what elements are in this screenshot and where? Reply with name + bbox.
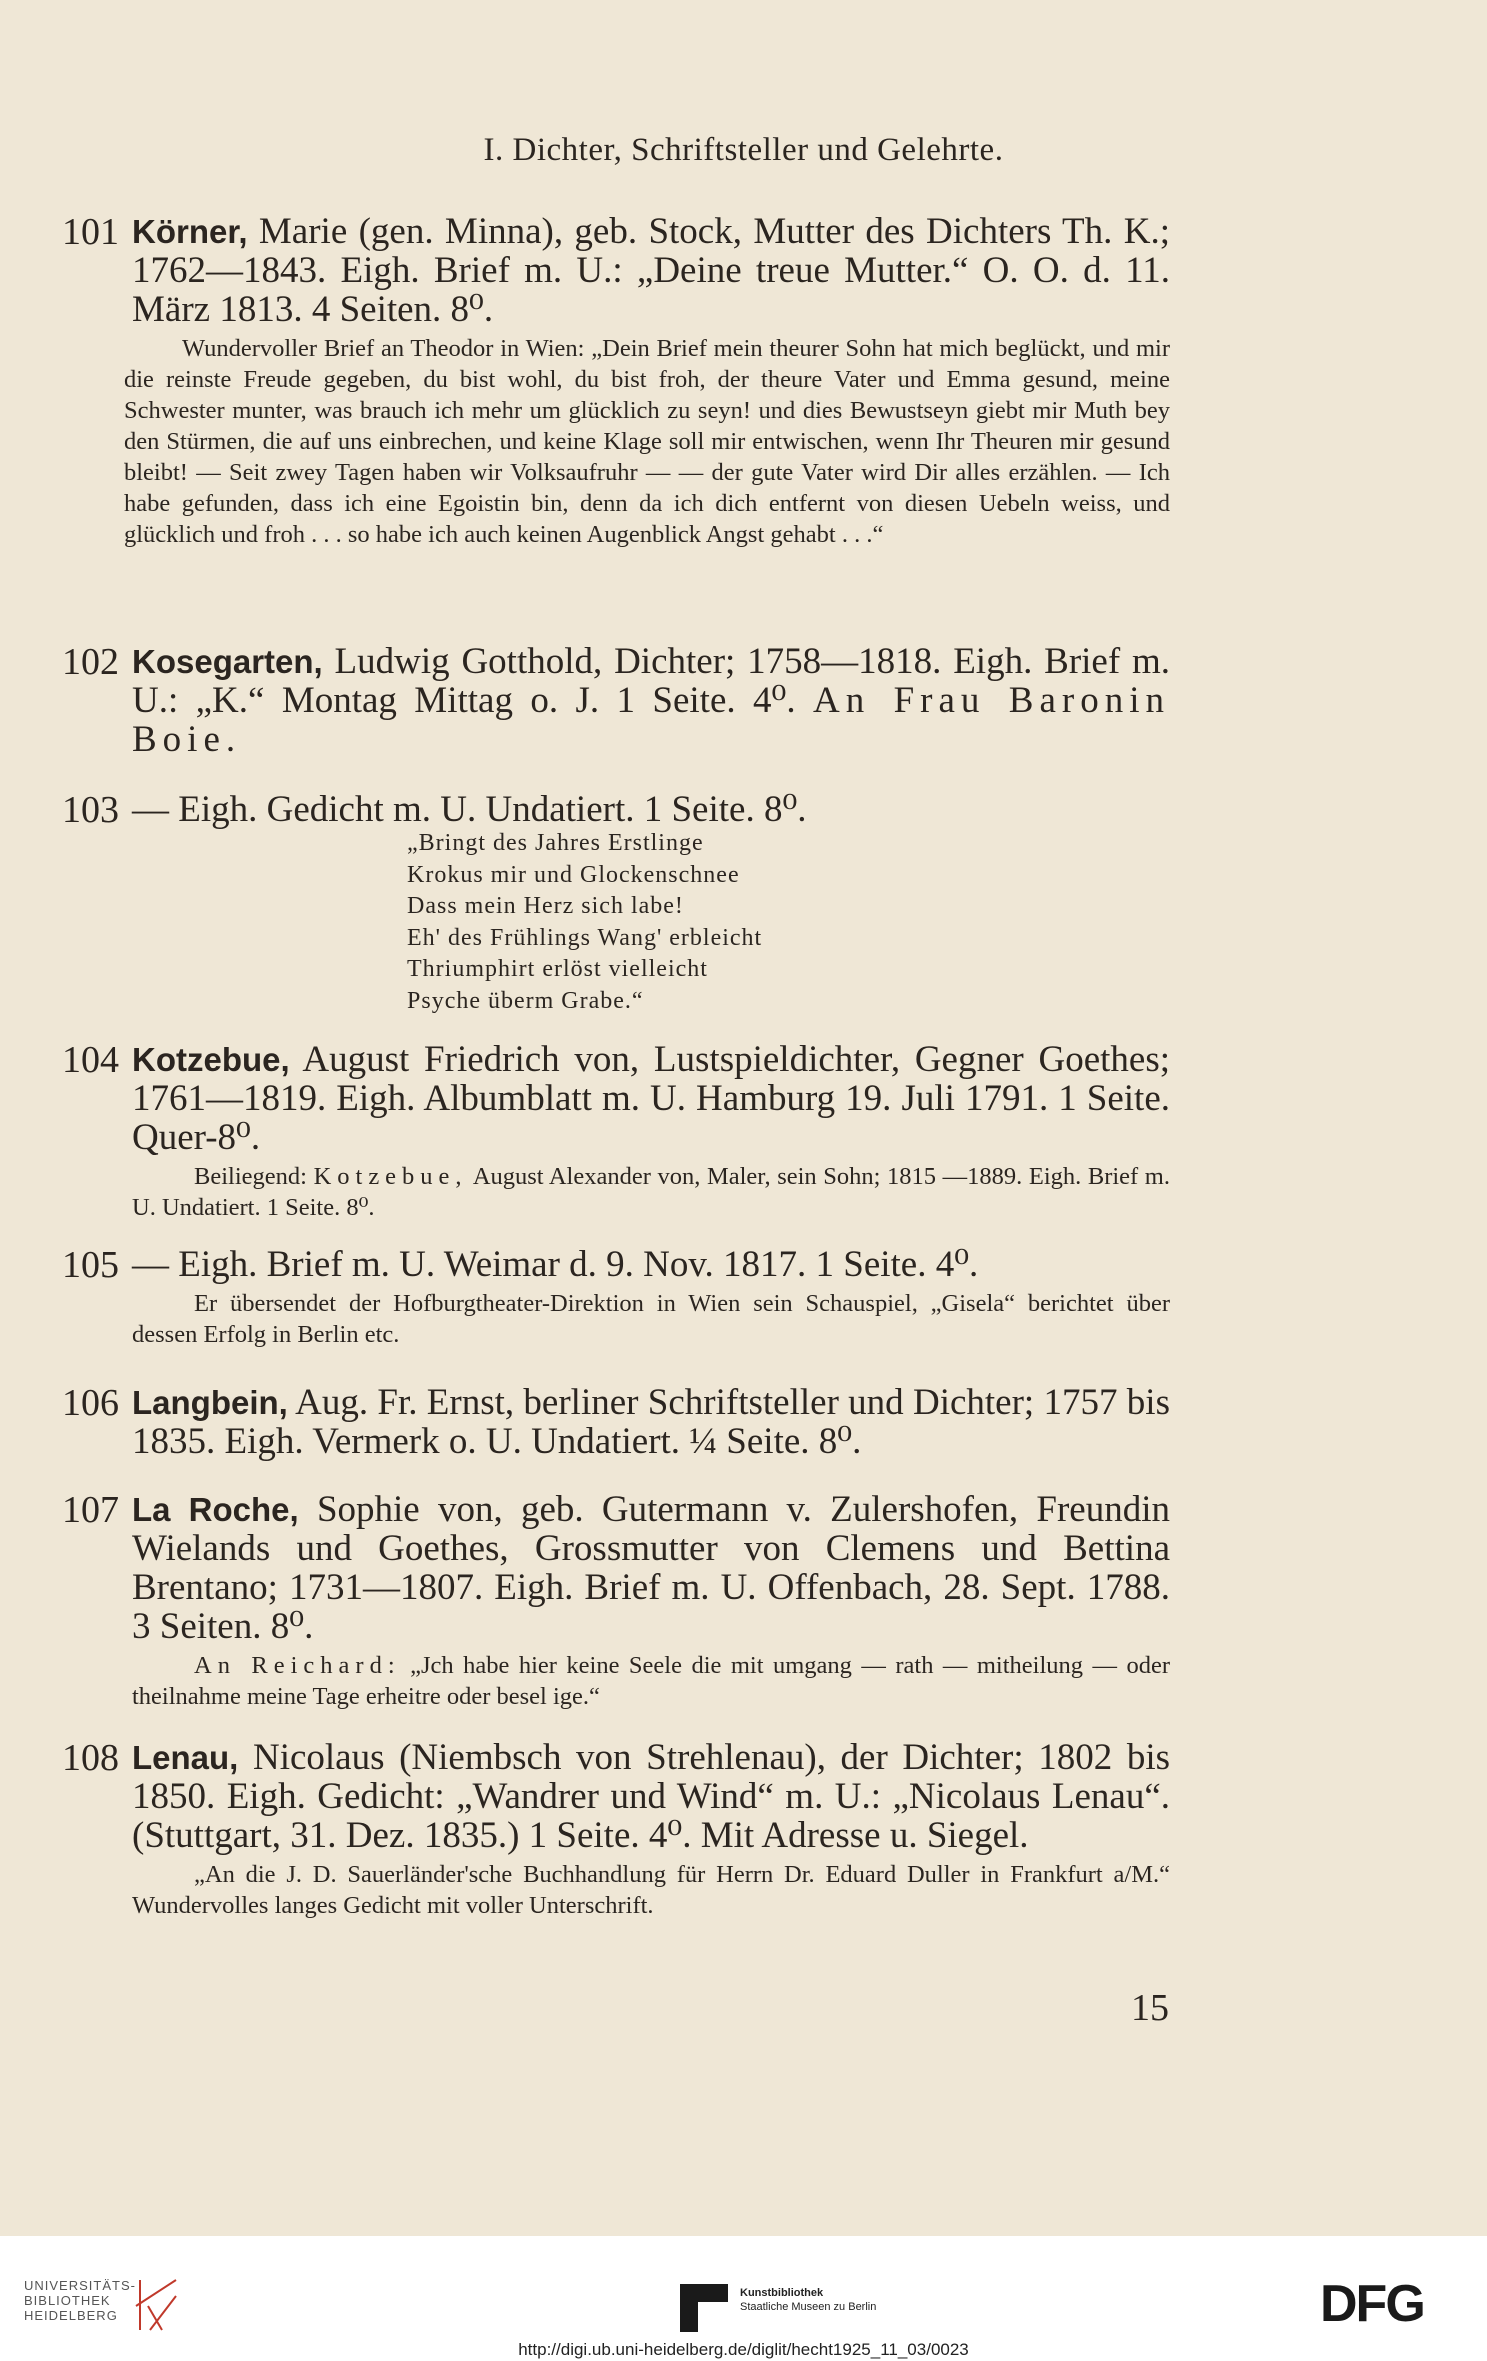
entry-addressee: An Frau Baronin Boie. <box>132 680 1171 760</box>
poem-line: „Bringt des Jahres Erstlinge <box>407 830 704 856</box>
page-header: I. Dichter, Schriftsteller und Gelehrte. <box>483 132 1004 168</box>
entry-name: Lenau, <box>132 1739 239 1776</box>
note-addressee: An Reichard: <box>194 1652 401 1679</box>
entry-main <box>132 212 1170 329</box>
entry-note <box>132 1650 1170 1712</box>
entry-main: — Eigh. Brief m. U. Weimar d. 9. Nov. 1817. 1 Seite. 4⁰. <box>132 1244 979 1285</box>
entry-number: 106 <box>62 1382 119 1424</box>
poem-line: Psyche überm Grabe.“ <box>407 987 644 1014</box>
kunstbibliothek-icon <box>680 2284 728 2332</box>
entry-main <box>132 642 1170 759</box>
note-prefix: Beiliegend: <box>194 1163 307 1190</box>
entry-main <box>132 1738 1170 1855</box>
note-text: „Jch habe hier keine Seele die mit umgang — rath — mitheilung — oder theilnahme meine Tage erheitre oder besel ige.“ <box>132 1652 1171 1710</box>
entry-description: Sophie von, geb. Gutermann v. Zulershofen, Freundin Wielands und Goethes, Grossmutter von Clemens und Bettina Brentano; 1731—1807. Eigh. Brief m. U. Offenbach, 28. Sept. 1788. 3 Seiten. 8⁰. <box>132 1489 1171 1647</box>
entry-note <box>132 1161 1170 1223</box>
catalog-entry <box>62 1040 1170 1223</box>
source-url[interactable]: http://digi.ub.uni-heidelberg.de/diglit/hecht1925_11_03/0023 <box>518 2340 969 2359</box>
entry-description: Nicolaus (Niembsch von Strehlenau), der Dichter; 1802 bis 1850. Eigh. Gedicht: „Wandrer und Wind“ m. U.: „Nicolaus Lenau“. (Stuttgart, 31. Dez. 1835.) 1 Seite. 4⁰. Mit Adresse u. Siegel. <box>132 1737 1170 1856</box>
poem-line: Eh' des Frühlings Wang' erbleicht <box>407 924 763 951</box>
entry-name: Kosegarten, <box>132 643 323 680</box>
university-line: UNIVERSITÄTS- <box>24 2278 136 2293</box>
catalog-entry <box>62 1738 1170 1921</box>
entry-name: La Roche, <box>132 1491 299 1528</box>
catalog-entry <box>62 1490 1170 1712</box>
entry-note: „An die J. D. Sauerländer'sche Buchhandlung für Herrn Dr. Eduard Duller in Frankfurt a/M.“ Wundervolles langes Gedicht mit voller Unterschrift. <box>132 1861 1170 1919</box>
university-library-label <box>24 2278 136 2323</box>
entry-description: Marie (gen. Minna), geb. Stock, Mutter des Dichters Th. K.; 1762—1843. Eigh. Brief m. U.: „Deine treue Mutter.“ O. O. d. 11. März 1813. 4 Seiten. 8⁰. <box>132 211 1170 330</box>
catalog-entry <box>62 1245 1170 1350</box>
catalog-entry <box>62 790 1170 829</box>
museen-name: Staatliche Museen zu Berlin <box>740 2301 877 2313</box>
note-text: August Alexander von, Maler, sein Sohn; 1815 —1889. Eigh. Brief m. U. Undatiert. 1 Seite. 8⁰. <box>132 1163 1170 1221</box>
poem-line: Krokus mir und Glockenschnee <box>407 861 740 888</box>
kunstbibliothek-name: Kunstbibliothek <box>740 2287 824 2299</box>
entry-number: 107 <box>62 1489 119 1531</box>
dfg-logo: DFG <box>1320 2275 1424 2333</box>
catalog-entry <box>62 212 1170 550</box>
footer-bar <box>0 2236 1487 2361</box>
university-logo-icon <box>132 2276 180 2334</box>
entry-main <box>132 1040 1170 1157</box>
entry-number: 103 <box>62 789 119 831</box>
note-name: Kotzebue, <box>313 1163 468 1190</box>
entry-number: 101 <box>62 211 119 253</box>
entry-number: 102 <box>62 641 119 683</box>
poem-line: Thriumphirt erlöst vielleicht <box>407 956 708 982</box>
kunstbibliothek-text <box>740 2286 940 2314</box>
entry-name: Kotzebue, <box>132 1041 290 1078</box>
entry-main <box>132 1490 1170 1646</box>
entry-note: Wundervoller Brief an Theodor in Wien: „Dein Brief mein theurer Sohn hat mich beglückt, und mir die reinste Freude gegeben, du bist wohl, du bist froh, der theure Vater und Emma gesund, meine Schwester munter, was brauch ich mehr um glücklich zu seyn! und dies Bewustseyn giebt mir Muth bey den Stürmen, die auf uns einbrechen, und keine Klage soll mir entwischen, wenn Ihr Theuren mir gesund bleibt! — Seit zwey Tagen haben wir Volksaufruhr — — der gute Vater wird Dir alles erzählen. — Ich habe gefunden, dass ich eine Egoistin bin, denn da ich dich entfernt von diesen Uebeln weiss, und glücklich und froh . . . so habe ich auch keinen Augenblick Angst gehabt . . .“ <box>124 335 1170 548</box>
entry-description: Ludwig Gotthold, Dichter; 1758—1818. Eigh. Brief m. U.: „K.“ Montag Mittag o. J. 1 Seite. 4⁰. <box>132 641 1171 721</box>
entry-description: August Friedrich von, Lustspieldichter, Gegner Goethes; 1761—1819. Eigh. Albumblatt m. U. Hamburg 19. Juli 1791. 1 Seite. Quer-8⁰. <box>132 1039 1170 1158</box>
university-line: BIBLIOTHEK <box>24 2293 111 2308</box>
kunstbibliothek-logo <box>680 2284 877 2337</box>
poem-line: Dass mein Herz sich labe! <box>407 893 684 919</box>
university-line: HEIDELBERG <box>24 2308 118 2323</box>
entry-note: Er übersendet der Hofburgtheater-Direktion in Wien sein Schauspiel, „Gisela“ berichtet über dessen Erfolg in Berlin etc. <box>132 1290 1170 1348</box>
page-number: 15 <box>1131 1987 1169 2029</box>
entry-name: Langbein, <box>132 1384 288 1421</box>
entry-main <box>132 1383 1170 1461</box>
entry-number: 108 <box>62 1737 119 1779</box>
entry-name: Körner, <box>132 213 248 250</box>
poem-excerpt <box>407 828 762 1017</box>
entry-number: 104 <box>62 1039 119 1081</box>
entry-main: — Eigh. Gedicht m. U. Undatiert. 1 Seite. 8⁰. <box>132 789 807 830</box>
entry-description: Aug. Fr. Ernst, berliner Schriftsteller und Dichter; 1757 bis 1835. Eigh. Vermerk o. U. Undatiert. ¼ Seite. 8⁰. <box>132 1382 1170 1462</box>
entry-number: 105 <box>62 1244 119 1286</box>
catalog-entry <box>62 1383 1170 1461</box>
catalog-entry <box>62 642 1170 759</box>
